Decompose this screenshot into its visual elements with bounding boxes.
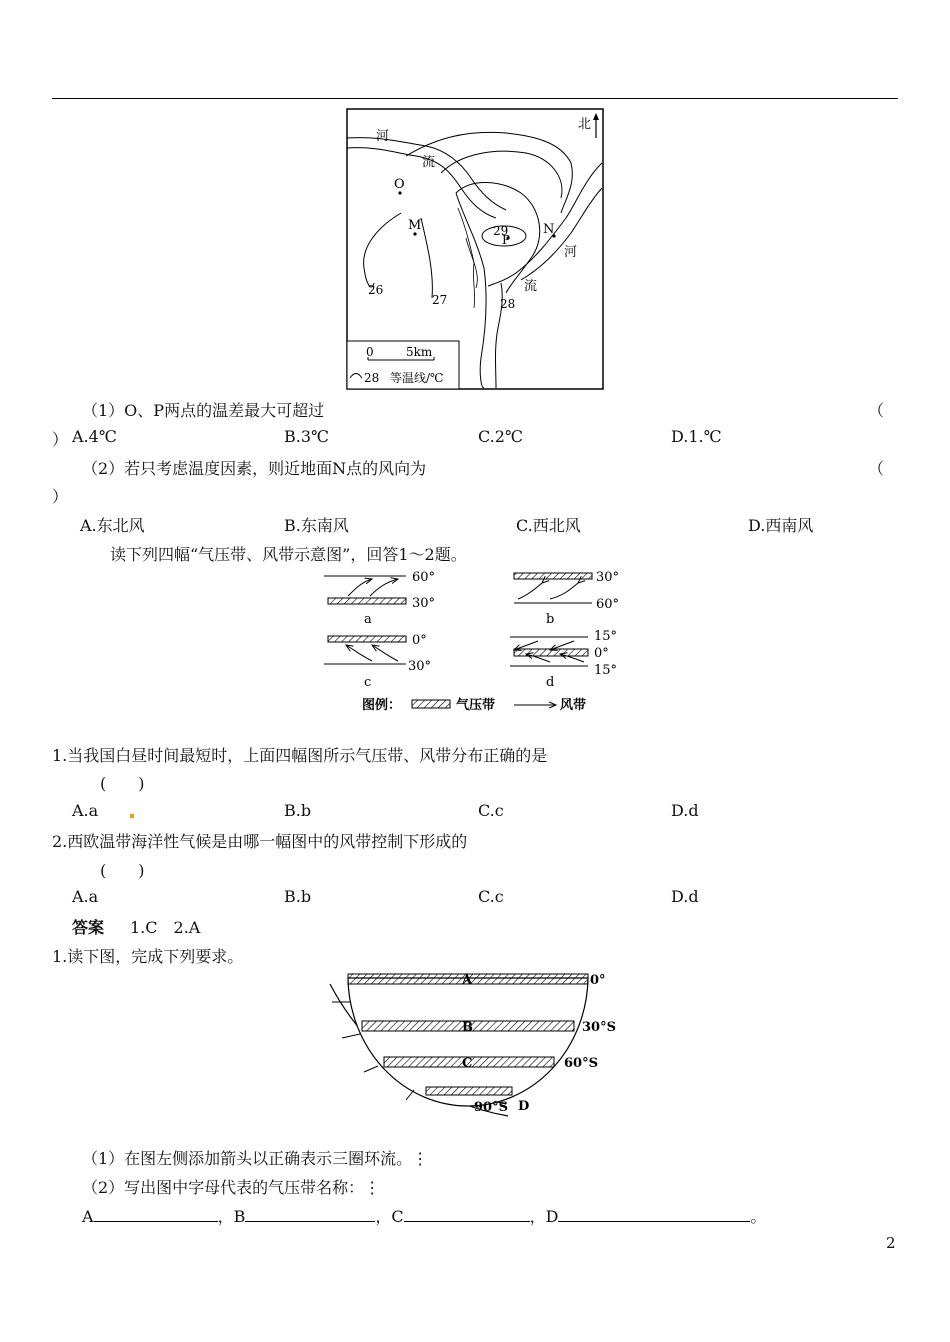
answer-text: 1.C 2.A	[130, 918, 201, 937]
intro-text: 读下列四幅“气压带、风带示意图”，回答1～2题。	[110, 545, 467, 564]
option-b: B.东南风	[284, 516, 349, 535]
point-n: N	[543, 222, 555, 237]
answer-label: 答案	[72, 918, 105, 937]
answer-bracket-close: ）	[52, 430, 69, 449]
svg-text:0°: 0°	[590, 973, 606, 988]
svg-text:图例：: 图例：	[362, 698, 402, 713]
svg-text:0: 0	[366, 345, 374, 359]
svg-text:流: 流	[422, 155, 436, 170]
svg-text:29: 29	[493, 224, 509, 238]
option-b: B.b	[284, 887, 312, 906]
blank-c[interactable]	[404, 1207, 530, 1222]
svg-text:90°S: 90°S	[474, 1100, 508, 1115]
svg-text:30°S: 30°S	[582, 1020, 616, 1035]
isotherm-map	[346, 108, 604, 390]
map-question-1-stem: （1）O、P两点的温差最大可超过	[82, 401, 325, 420]
svg-text:流: 流	[524, 279, 538, 294]
pressure-belt-diagrams	[318, 566, 624, 716]
answer-bracket-open: （	[868, 401, 885, 420]
blank-d-label: ，D	[529, 1207, 559, 1226]
svg-text:c: c	[364, 675, 372, 690]
option-c: C.2℃	[478, 427, 523, 446]
svg-text:河: 河	[376, 129, 390, 144]
svg-text:30°: 30°	[596, 570, 620, 585]
svg-text:a: a	[364, 612, 372, 627]
diagram-c	[324, 633, 431, 690]
option-d: D.d	[671, 801, 699, 820]
diagram-a	[324, 570, 435, 627]
point-p: P	[502, 233, 511, 247]
map-question-2-stem: （2）若只考虑温度因素，则近地面N点的风向为	[82, 459, 427, 478]
svg-text:d: d	[546, 675, 555, 690]
belt-a-label: A	[462, 973, 473, 988]
svg-text:15°: 15°	[594, 663, 618, 678]
svg-text:气压带: 气压带	[456, 698, 496, 713]
diagram-b	[514, 570, 619, 627]
question-2-stem: 2.西欧温带海洋性气候是由哪一幅图中的风带控制下形成的	[52, 832, 468, 851]
svg-text:26: 26	[368, 283, 384, 297]
belt-b-label: B	[462, 1020, 473, 1035]
svg-text:0°: 0°	[412, 633, 427, 648]
svg-text:15°: 15°	[594, 629, 618, 644]
svg-text:60°: 60°	[412, 570, 436, 585]
blank-end: 。	[750, 1207, 767, 1226]
blank-b-label: ，B	[217, 1207, 246, 1226]
option-a: A.a	[72, 801, 99, 820]
answer-bracket-close: ）	[52, 487, 69, 506]
svg-text:b: b	[546, 612, 555, 627]
svg-text:28: 28	[364, 371, 380, 385]
belt-c-label: C	[462, 1056, 473, 1071]
sub-question-1: （1）在图左侧添加箭头以正确表示三圈环流。⋮	[82, 1149, 429, 1168]
svg-text:28: 28	[500, 297, 516, 311]
blank-a-label: A	[82, 1207, 94, 1226]
blank-a[interactable]	[94, 1207, 218, 1222]
blank-d[interactable]	[558, 1207, 750, 1222]
option-b: B.3℃	[284, 427, 329, 446]
point-m: M	[408, 218, 422, 233]
option-b: B.b	[284, 801, 312, 820]
stray-mark	[130, 814, 134, 818]
question-3-stem: 1.读下图，完成下列要求。	[52, 947, 244, 966]
svg-text:等温线/℃: 等温线/℃	[390, 371, 444, 385]
option-c: C.c	[478, 801, 504, 820]
blank-c-label: ，C	[375, 1207, 404, 1226]
sub-question-2: （2）写出图中字母代表的气压带名称：⋮	[82, 1178, 381, 1197]
north-label: 北	[578, 117, 592, 132]
point-o: O	[394, 177, 405, 192]
svg-text:60°: 60°	[596, 597, 620, 612]
svg-text:27: 27	[432, 293, 448, 307]
option-a: A.a	[72, 887, 99, 906]
circulation-diagram	[318, 966, 628, 1126]
answer-bracket: ( )	[100, 861, 145, 880]
page-number: 2	[886, 1234, 896, 1252]
option-c: C.西北风	[516, 516, 581, 535]
question-1-stem: 1.当我国白昼时间最短时，上面四幅图所示气压带、风带分布正确的是	[52, 746, 548, 765]
option-a: A.4℃	[72, 427, 117, 446]
belt-d-label: D	[518, 1099, 530, 1114]
svg-text:风带: 风带	[560, 698, 587, 713]
header-rule	[52, 98, 898, 99]
answer-blanks	[82, 1204, 766, 1227]
option-d: D.d	[671, 887, 699, 906]
blank-b[interactable]	[245, 1207, 375, 1222]
option-d: D.西南风	[748, 516, 814, 535]
svg-text:60°S: 60°S	[564, 1056, 598, 1071]
answer-bracket-open: （	[868, 459, 885, 478]
svg-text:0°: 0°	[594, 646, 609, 661]
option-c: C.c	[478, 887, 504, 906]
option-d: D.1.℃	[671, 427, 722, 446]
answer-bracket: ( )	[100, 774, 145, 793]
svg-text:30°: 30°	[412, 596, 436, 611]
svg-text:河: 河	[564, 245, 578, 260]
svg-text:30°: 30°	[408, 659, 432, 674]
svg-text:5km: 5km	[406, 345, 433, 359]
option-a: A.东北风	[80, 516, 145, 535]
diagram-d	[510, 629, 617, 690]
